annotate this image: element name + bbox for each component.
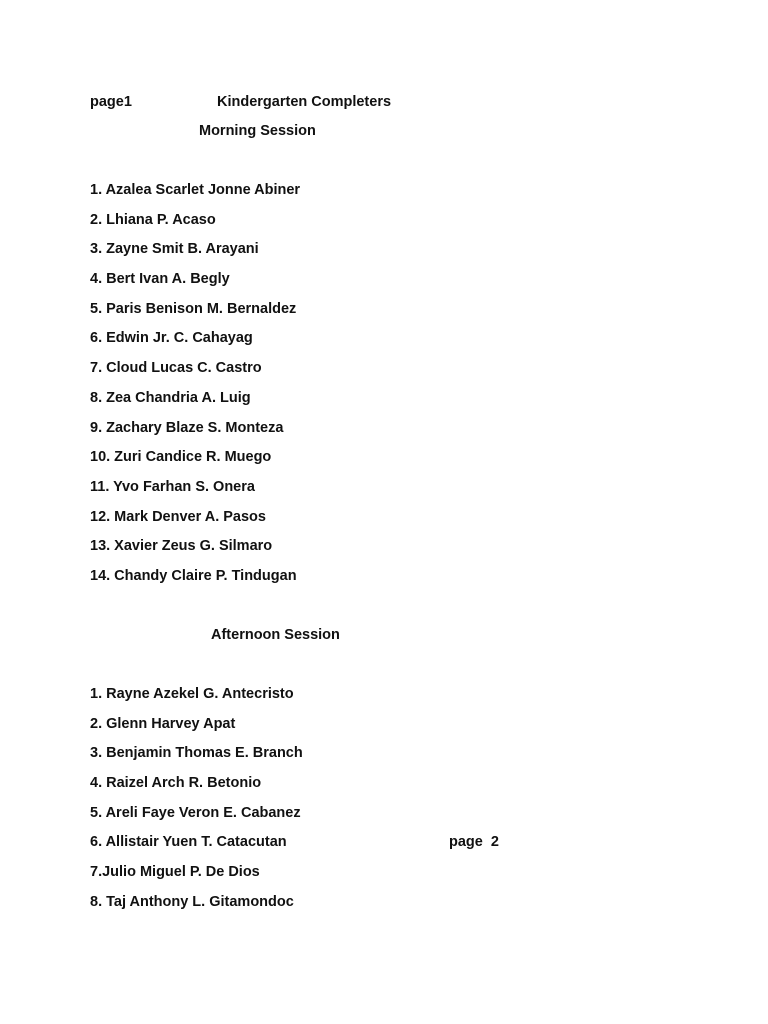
list-item: 14. Chandy Claire P. Tindugan	[90, 567, 297, 584]
list-item: 3. Benjamin Thomas E. Branch	[90, 745, 303, 762]
list-item: 9. Zachary Blaze S. Monteza	[90, 419, 284, 436]
morning-session-heading: Morning Session	[199, 123, 316, 139]
document-title: Kindergarten Completers	[217, 94, 392, 110]
list-item: 1. Azalea Scarlet Jonne Abiner	[90, 182, 301, 198]
list-item: 7.Julio Miguel P. De Dios	[90, 864, 260, 881]
list-item: 5. Paris Benison M. Bernaldez	[90, 300, 297, 317]
list-item: 11. Yvo Farhan S. Onera	[90, 478, 255, 495]
list-item: 8. Taj Anthony L. Gitamondoc	[90, 893, 294, 910]
list-item: 10. Zuri Candice R. Muego	[90, 449, 272, 466]
page-number-label: page1	[90, 94, 132, 110]
list-item: 7. Cloud Lucas C. Castro	[90, 360, 262, 377]
afternoon-session-heading: Afternoon Session	[211, 627, 340, 643]
list-item: 4. Bert Ivan A. Begly	[90, 271, 230, 288]
list-item: 6. Edwin Jr. C. Cahayag	[90, 330, 253, 347]
page-two-label: page 2	[449, 834, 499, 850]
list-item: 6. Allistair Yuen T. Catacutan	[90, 834, 287, 851]
list-item: 2. Glenn Harvey Apat	[90, 715, 236, 732]
list-item: 4. Raizel Arch R. Betonio	[90, 775, 262, 792]
list-item: 3. Zayne Smit B. Arayani	[90, 241, 259, 258]
list-item: 1. Rayne Azekel G. Antecristo	[90, 686, 294, 702]
list-item: 12. Mark Denver A. Pasos	[90, 508, 266, 525]
list-item: 8. Zea Chandria A. Luig	[90, 389, 251, 406]
list-item: 2. Lhiana P. Acaso	[90, 211, 216, 228]
morning-student-list	[90, 181, 300, 597]
list-item: 13. Xavier Zeus G. Silmaro	[90, 538, 273, 555]
list-item: 5. Areli Faye Veron E. Cabanez	[90, 804, 301, 821]
afternoon-student-list	[90, 685, 303, 923]
